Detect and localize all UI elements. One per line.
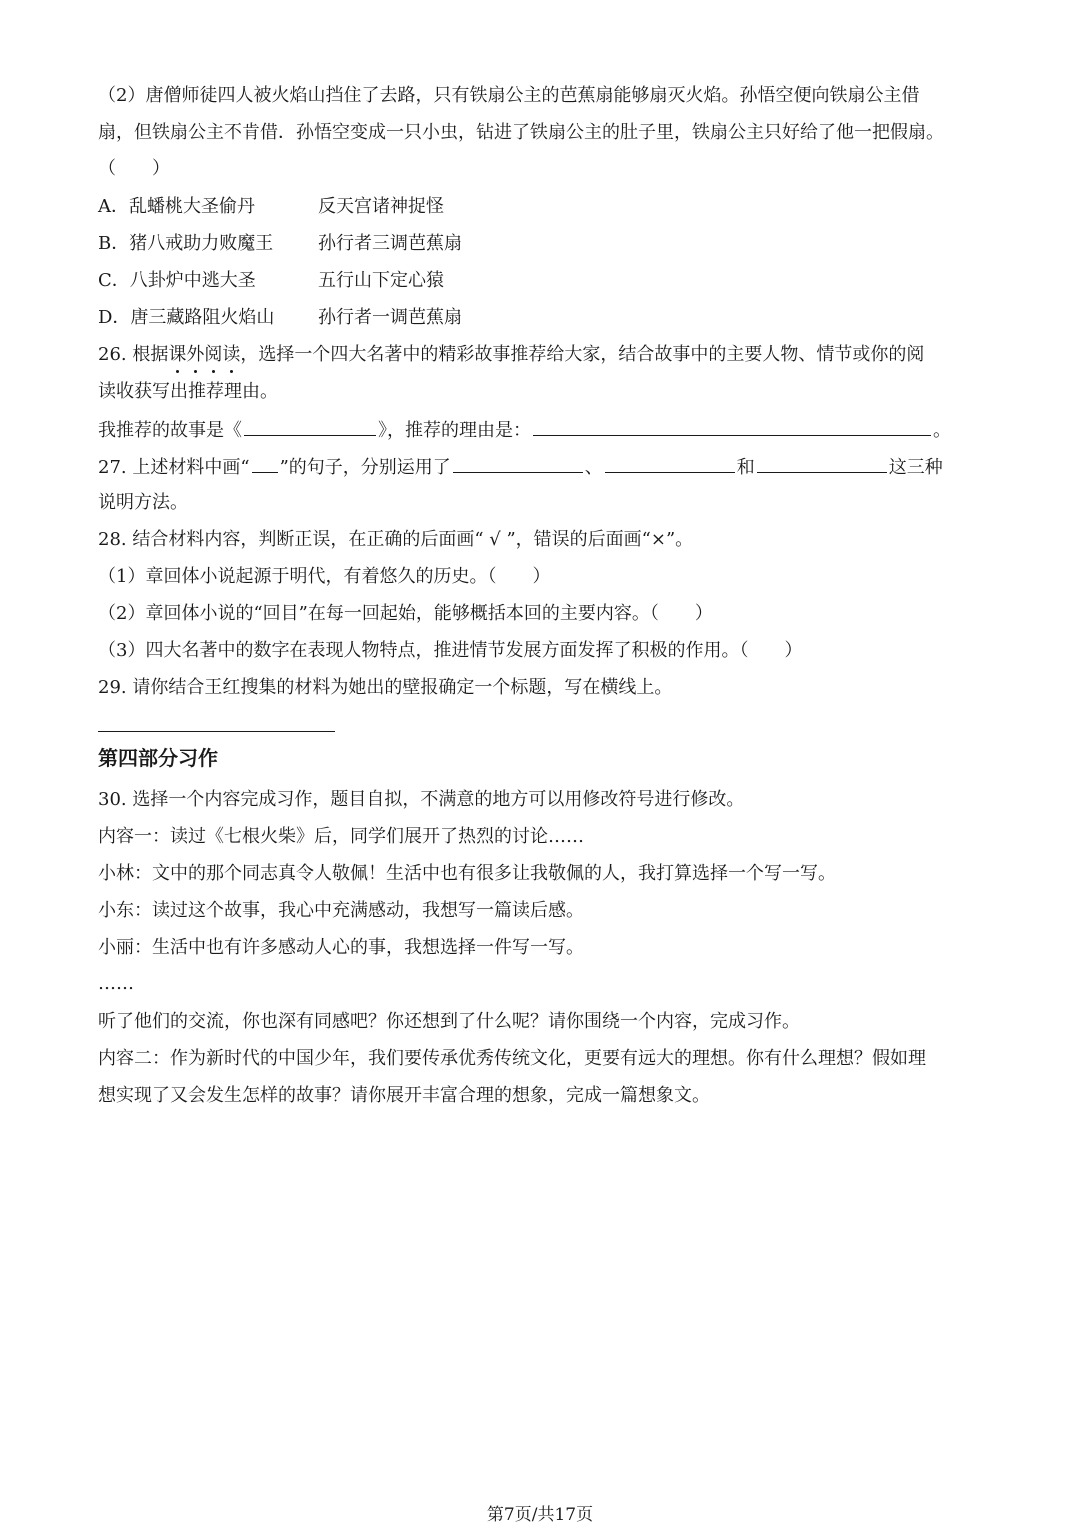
method-blank-1[interactable] bbox=[453, 454, 583, 473]
title-answer-line[interactable] bbox=[98, 731, 335, 732]
q26-pre: 26. 根据 bbox=[98, 344, 169, 365]
q27-stem bbox=[98, 454, 943, 480]
q27-mid: ”的句子，分别运用了 bbox=[279, 457, 451, 478]
q26-fill-middle: 》，推荐的理由是： bbox=[378, 420, 531, 441]
prompt-line: 听了他们的交流，你也深有同感吧？你还想到了什么呢？请你围绕一个内容，完成习作。 bbox=[98, 1011, 800, 1032]
q27-sep2: 和 bbox=[736, 457, 755, 478]
emphasis-dot-char: 阅 bbox=[204, 344, 223, 365]
option-b bbox=[98, 232, 462, 256]
content-two-line2: 想实现了又会发生怎样的故事？请你展开丰富合理的想象，完成一篇想象文。 bbox=[98, 1085, 710, 1106]
story-title-blank[interactable] bbox=[244, 417, 376, 436]
q28-stem: 28. 结合材料内容，判断正误，在正确的后面画“ √ ”，错误的后面画“×”。 bbox=[98, 529, 694, 550]
option-c bbox=[98, 269, 444, 293]
option-a-left: A．乱蟠桃大圣偷丹 bbox=[98, 196, 255, 217]
q28-item-2: （2）章回体小说的“回目”在每一回起始，能够概括本回的主要内容。（ ） bbox=[98, 603, 713, 624]
option-d-left: D．唐三藏路阻火焰山 bbox=[98, 307, 275, 328]
q28-item-1: （1）章回体小说起源于明代，有着悠久的历史。（ ） bbox=[98, 566, 551, 587]
option-c-right: 五行山下定心猿 bbox=[318, 270, 444, 291]
ellipsis: …… bbox=[98, 973, 134, 994]
q28-item-3: （3）四大名著中的数字在表现人物特点，推进情节发展方面发挥了积极的作用。（ ） bbox=[98, 640, 803, 661]
xiaoli-line: 小丽：生活中也有许多感动人心的事，我想选择一件写一写。 bbox=[98, 937, 584, 958]
q27-line2: 说明方法。 bbox=[98, 492, 188, 513]
xiaolin-line: 小林：文中的那个同志真令人敬佩！生活中也有很多让我敬佩的人，我打算选择一个写一写。 bbox=[98, 863, 836, 884]
method-blank-3[interactable] bbox=[757, 454, 887, 473]
content-two-line1: 内容二：作为新时代的中国少年，我们要传承优秀传统文化，更要有远大的理想。你有什么理想？假如理 bbox=[98, 1048, 926, 1069]
content-one: 内容一：读过《七根火柴》后，同学们展开了热烈的讨论…… bbox=[98, 826, 584, 847]
q26-fill-line bbox=[98, 417, 951, 443]
page-number: 第7页/共17页 bbox=[486, 1505, 594, 1525]
q30-stem: 30. 选择一个内容完成习作，题目自拟，不满意的地方可以用修改符号进行修改。 bbox=[98, 789, 745, 810]
method-blank-2[interactable] bbox=[605, 454, 735, 473]
q25-2-line2: 扇，但铁扇公主不肯借．孙悟空变成一只小虫，钻进了铁扇公主的肚子里，铁扇公主只好给了他一把假扇。 bbox=[98, 122, 944, 143]
q27-sep1: 、 bbox=[584, 457, 603, 478]
option-a bbox=[98, 195, 444, 219]
q26-fill-prefix: 我推荐的故事是《 bbox=[98, 420, 242, 441]
emphasis-dot-char: 读 bbox=[222, 344, 241, 365]
q27-pre: 27. 上述材料中画“ bbox=[98, 457, 250, 478]
option-a-right: 反天宫诸神捉怪 bbox=[318, 196, 444, 217]
option-b-right: 孙行者三调芭蕉扇 bbox=[318, 233, 462, 254]
option-c-left: C．八卦炉中逃大圣 bbox=[98, 270, 256, 291]
option-d-right: 孙行者一调芭蕉扇 bbox=[318, 307, 462, 328]
reason-blank[interactable] bbox=[533, 417, 931, 436]
q29-stem: 29. 请你结合王红搜集的材料为她出的壁报确定一个标题，写在横线上。 bbox=[98, 677, 673, 698]
option-b-left: B．猪八戒助力败魔王 bbox=[98, 233, 274, 254]
q25-2-line1: （2）唐僧师徒四人被火焰山挡住了去路，只有铁扇公主的芭蕉扇能够扇灭火焰。孙悟空便向铁扇公主借 bbox=[98, 85, 920, 106]
emphasis-dot-char: 外 bbox=[186, 344, 205, 365]
option-d bbox=[98, 306, 462, 330]
q26-line2: 读收获写出推荐理由。 bbox=[98, 381, 278, 402]
q26-stem bbox=[98, 343, 924, 367]
xiaodong-line: 小东：读过这个故事，我心中充满感动，我想写一篇读后感。 bbox=[98, 900, 584, 921]
q26-fill-end: 。 bbox=[933, 420, 951, 441]
underline-sample bbox=[252, 454, 278, 473]
q27-post: 这三种 bbox=[888, 457, 943, 478]
q26-dotted-emphasis bbox=[168, 344, 240, 365]
q26-post: ，选择一个四大名著中的精彩故事推荐给大家，结合故事中的主要人物、情节或你的阅 bbox=[240, 344, 925, 365]
emphasis-dot-char: 课 bbox=[168, 344, 187, 365]
q25-2-answer-paren: （ ） bbox=[98, 158, 170, 179]
section-title: 第四部分习作 bbox=[98, 746, 218, 770]
